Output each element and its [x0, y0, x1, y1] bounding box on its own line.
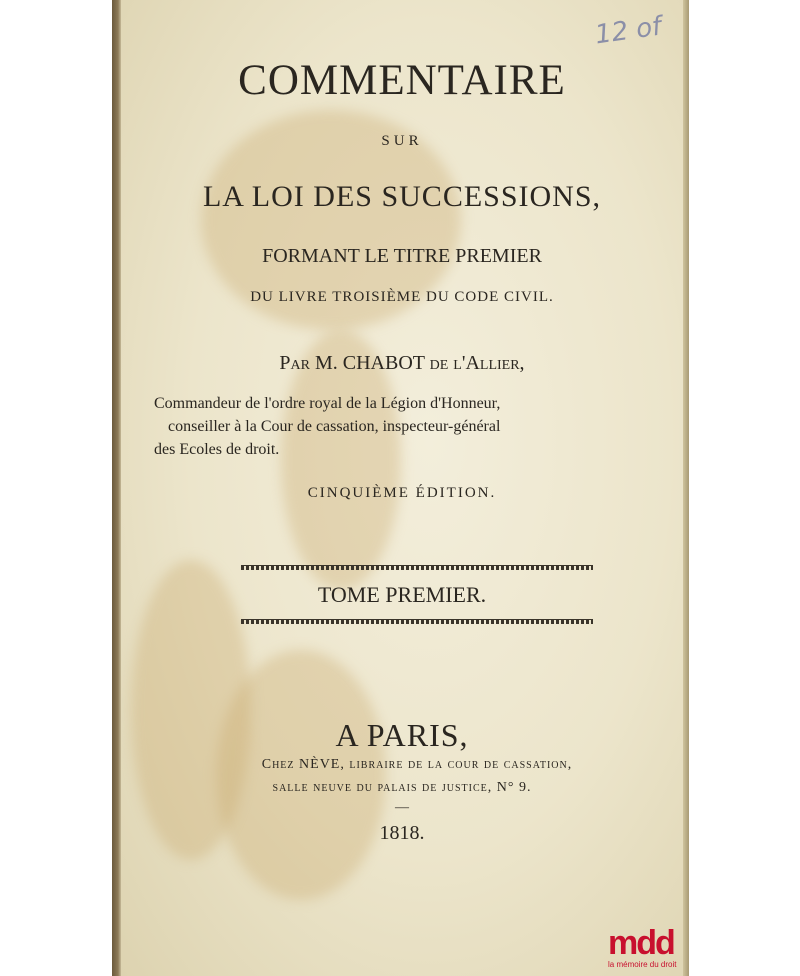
- author-title-line: Commandeur de l'ordre royal de la Légion d'Honneur,: [154, 395, 501, 412]
- preposition-sur: SUR: [381, 133, 423, 149]
- ornamental-rule: [241, 565, 593, 570]
- imprint-year: 1818.: [379, 822, 425, 844]
- imprint-city: A PARIS,: [335, 717, 469, 753]
- logo-tagline: la mémoire du droit: [608, 960, 677, 969]
- subtitle-livre: DU LIVRE TROISIÈME DU CODE CIVIL.: [250, 289, 554, 305]
- book-title: COMMENTAIRE: [238, 57, 566, 104]
- book-subject: LA LOI DES SUCCESSIONS,: [202, 180, 602, 213]
- handwritten-price-note: 12 of: [593, 11, 664, 51]
- logo-mark: mdd: [608, 924, 674, 962]
- mdd-logo: [608, 924, 688, 972]
- volume-label: TOME PREMIER.: [317, 582, 487, 607]
- author-title-line: conseiller à la Cour de cassation, inspecteur-général: [168, 418, 501, 435]
- edition-statement: CINQUIÈME ÉDITION.: [307, 485, 497, 501]
- ornamental-rule: [241, 619, 593, 624]
- page-edge: [683, 0, 689, 976]
- title-page: [121, 0, 683, 976]
- imprint-dash: —: [395, 800, 409, 815]
- author-line: Par M. CHABOT de l'Allier,: [279, 352, 525, 374]
- author-title-line: des Ecoles de droit.: [154, 441, 280, 458]
- imprint-address: salle neuve du palais de justice, N° 9.: [272, 780, 532, 795]
- subtitle-formant: FORMANT LE TITRE PREMIER: [262, 245, 542, 267]
- imprint-publisher: Chez NÈVE, libraire de la cour de cassation,: [261, 757, 573, 772]
